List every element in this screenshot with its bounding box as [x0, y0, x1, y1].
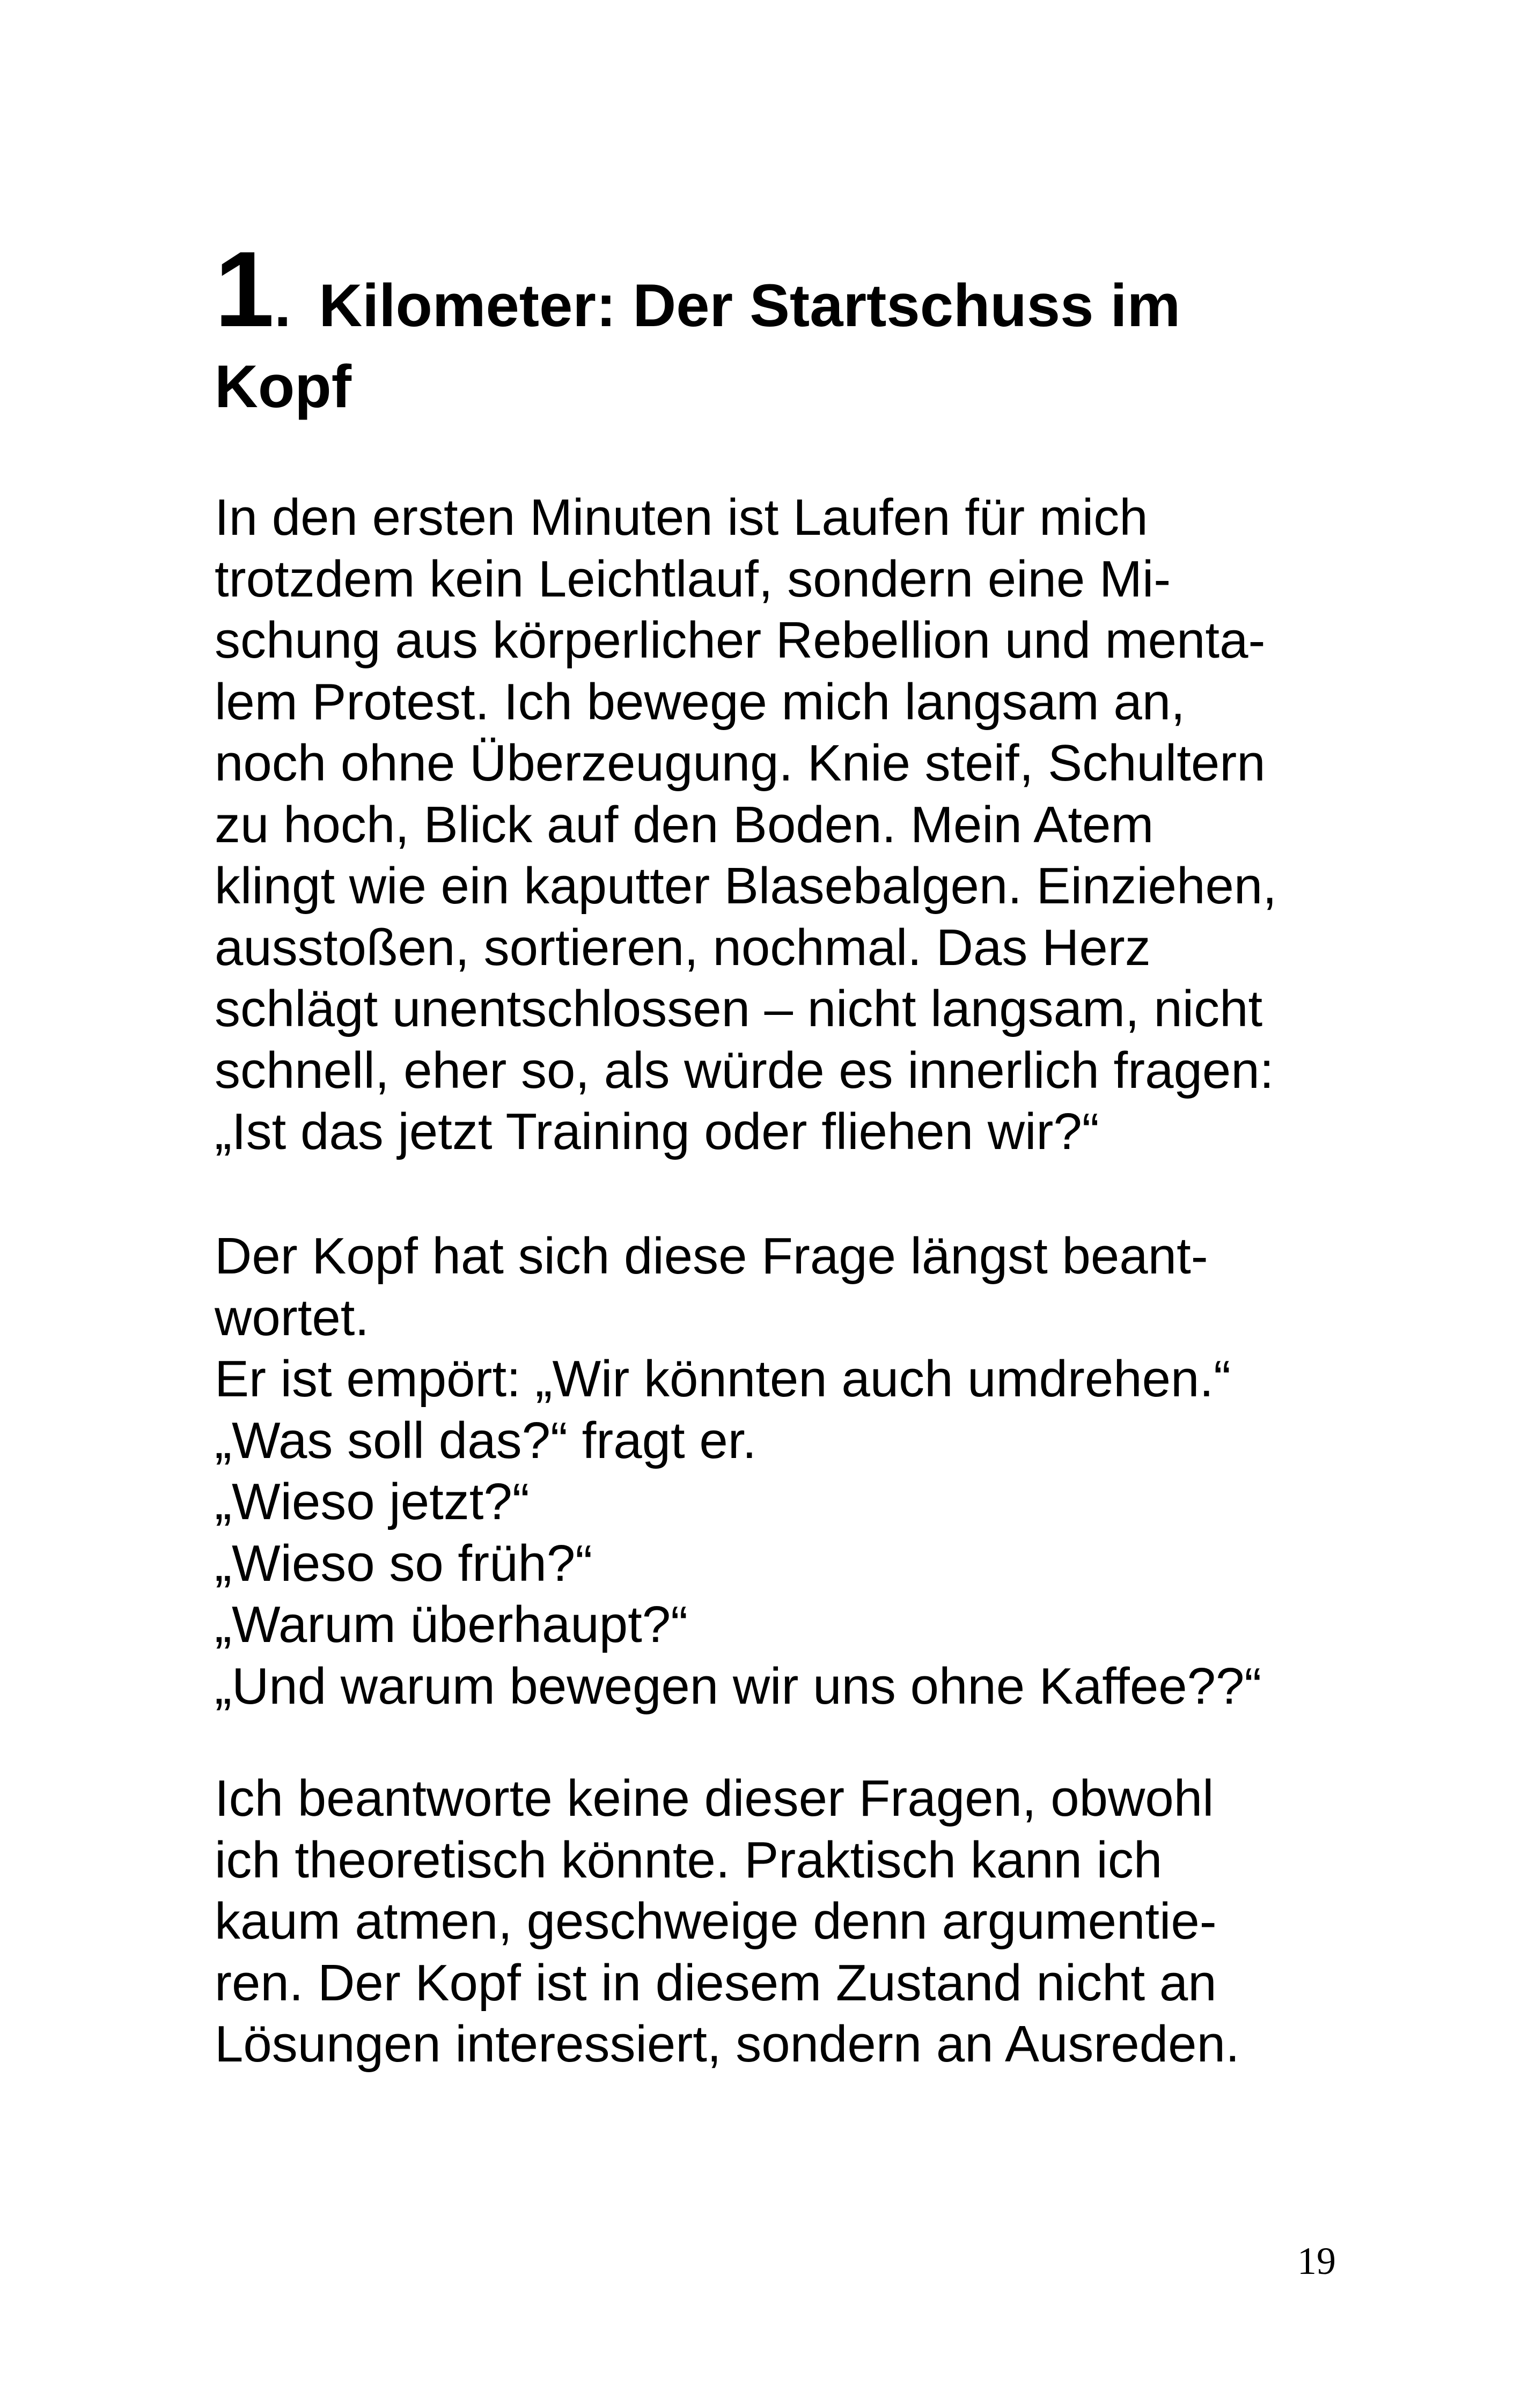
- text-line: In den ersten Minuten ist Laufen für mich: [215, 489, 1148, 546]
- text-line: Lösungen interessiert, sondern an Ausreden.: [215, 2015, 1240, 2073]
- text-line: Der Kopf hat sich diese Frage längst beant-: [215, 1227, 1208, 1285]
- text-line: schnell, eher so, als würde es innerlich fragen:: [215, 1041, 1274, 1099]
- text-line: trotzdem kein Leichtlauf, sondern eine Mi-: [215, 550, 1171, 608]
- paragraph-3: [215, 1768, 1373, 2075]
- text-line: „Und warum bewegen wir uns ohne Kaffee??“: [215, 1657, 1262, 1715]
- chapter-number-dot: .: [274, 272, 291, 339]
- text-line: schlägt unentschlossen – nicht langsam, nicht: [215, 980, 1263, 1037]
- text-line: schung aus körperlicher Rebellion und menta-: [215, 612, 1266, 669]
- text-line: ich theoretisch könnte. Praktisch kann ich: [215, 1831, 1163, 1889]
- text-line: „Ist das jetzt Training oder fliehen wir?“: [215, 1103, 1099, 1160]
- chapter-title-line-1: Kilometer: Der Startschuss im: [319, 272, 1181, 339]
- text-line: „Wieso jetzt?“: [215, 1473, 530, 1530]
- text-line: kaum atmen, geschweige denn argumentie-: [215, 1892, 1217, 1950]
- text-line: klingt wie ein kaputter Blasebalgen. Einziehen,: [215, 857, 1277, 915]
- page-number: 19: [1297, 2240, 1336, 2282]
- text-line: „Was soll das?“ fragt er.: [215, 1411, 757, 1469]
- text-line: noch ohne Überzeugung. Knie steif, Schultern: [215, 734, 1266, 792]
- text-line: „Warum überhaupt?“: [215, 1596, 688, 1653]
- text-line: ausstoßen, sortieren, nochmal. Das Herz: [215, 918, 1151, 976]
- chapter-heading: [215, 230, 1368, 427]
- text-line: zu hoch, Blick auf den Boden. Mein Atem: [215, 796, 1154, 853]
- paragraph-2: [215, 1226, 1373, 1717]
- text-line: „Wieso so früh?“: [215, 1534, 593, 1592]
- text-line: lem Protest. Ich bewege mich langsam an,: [215, 673, 1185, 731]
- chapter-number: 1: [215, 230, 275, 349]
- text-line: wortet.: [215, 1288, 370, 1346]
- paragraph-1: [215, 487, 1373, 1163]
- text-line: Er ist empört: „Wir könnten auch umdrehen.“: [215, 1350, 1231, 1408]
- text-line: ren. Der Kopf ist in diesem Zustand nicht an: [215, 1954, 1217, 2012]
- text-line: Ich beantworte keine dieser Fragen, obwohl: [215, 1770, 1214, 1827]
- chapter-title-line-2: Kopf: [215, 353, 352, 420]
